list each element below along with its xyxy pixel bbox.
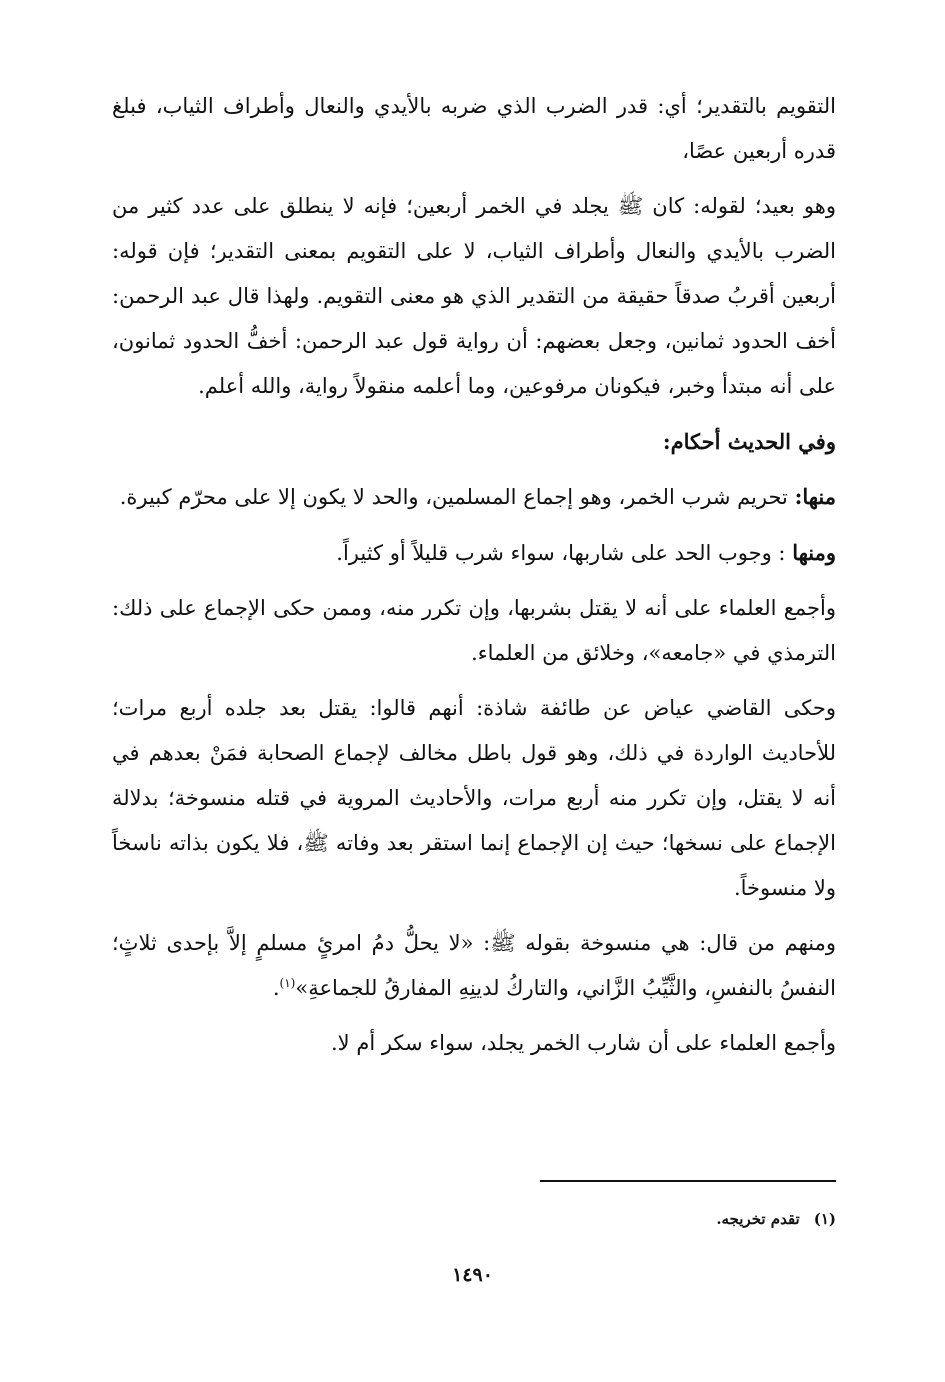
paragraph-6: وحكى القاضي عياض عن طائفة شاذة: أنهم قالوا: يقتل بعد جلده أربع مرات؛ للأحاديث الواردة في ذلك، وهو قول باطل مخالف لإجماع الصحابة فمَنْ بعدهم في أنه لا يقتل، وإن تكرر منه أربع مرات، والأحاديث المروية في قتله منسوخة؛ بدلالة الإجماع على نسخها؛ حيث إن الإجماع إنما استقر بعد وفاته ﷺ، فلا يكون بذاته ناسخاً ولا منسوخاً. bbox=[112, 696, 836, 900]
footnote bbox=[500, 1204, 836, 1234]
paragraph-7-text: ومنهم من قال: هي منسوخة بقوله ﷺ: «لا يحلُّ دمُ امرئٍ مسلمٍ إلاَّ بإحدى ثلاثٍ؛ النفسُ بالنفسِ، والثَّيِّبُ الزَّاني، والتاركُ لدينِهِ المفارقُ للجماعةِ» bbox=[112, 931, 836, 1000]
paragraph-1: التقويم بالتقدير؛ أي: قدر الضرب الذي ضربه بالأيدي والنعال وأطراف الثياب، فبلغ قدره أربعين عصًا، bbox=[112, 94, 836, 163]
paragraph-7-end: . bbox=[272, 976, 280, 1000]
paragraph-3 bbox=[112, 474, 836, 520]
paragraph-4-text: : وجوب الحد على شاربها، سواء شرب قليلاً أو كثيراً. bbox=[336, 541, 793, 565]
section-heading: وفي الحديث أحكام: bbox=[662, 429, 836, 454]
main-text bbox=[112, 84, 836, 1076]
paragraph-7 bbox=[112, 921, 836, 1011]
footnote-number: (١) bbox=[813, 1210, 836, 1228]
paragraph-8: وأجمع العلماء على أن شارب الخمر يجلد، سواء سكر أم لا. bbox=[331, 1031, 836, 1055]
paragraph-5: وأجمع العلماء على أنه لا يقتل بشربها، وإن تكرر منه، وممن حكى الإجماع على ذلك: الترمذي في «جامعه»، وخلائق من العلماء. bbox=[112, 596, 836, 665]
footnote-divider bbox=[540, 1180, 836, 1182]
paragraph-3-lead: منها: bbox=[794, 484, 836, 509]
footnote-text: تقدم تخريجه. bbox=[716, 1210, 800, 1228]
footnote-reference[interactable]: (١) bbox=[279, 976, 296, 990]
paragraph-2: وهو بعيد؛ لقوله: كان ﷺ يجلد في الخمر أربعين؛ فإنه لا ينطلق على عدد كثير من الضرب بالأيدي والنعال وأطراف الثياب، لا على التقويم بمعنى التقدير؛ فإن قوله: أربعين أقربُ صدقاً حقيقة من التقدير الذي هو معنى التقويم. ولهذا قال عبد الرحمن: أخف الحدود ثمانين، وجعل بعضهم: أن رواية قول عبد الرحمن: أخفُّ الحدود ثمانون، على أنه مبتدأ وخبر، فيكونان مرفوعين، وما أعلمه منقولاً رواية، والله أعلم. bbox=[112, 194, 836, 398]
page-number: ١٤٩٠ bbox=[452, 1264, 493, 1286]
paragraph-4 bbox=[112, 530, 836, 576]
paragraph-3-text: تحريم شرب الخمر، وهو إجماع المسلمين، والحد لا يكون إلا على محرّم كبيرة. bbox=[119, 485, 795, 509]
paragraph-4-lead: ومنها bbox=[792, 540, 836, 565]
